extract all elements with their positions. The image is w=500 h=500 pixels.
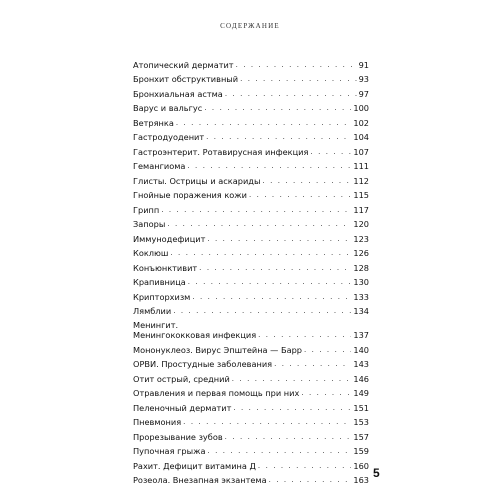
toc-entry[interactable] — [133, 273, 369, 288]
toc-entry-title: Гнойные поражения кожи — [133, 190, 247, 200]
leader-dots — [274, 359, 351, 369]
toc-entry[interactable] — [133, 442, 369, 457]
toc-entry-title: Рахит. Дефицит витамина Д — [133, 460, 256, 471]
toc-entry-title: Бронхит обструктивный — [133, 74, 239, 84]
toc-entry-title: Прорезывание зубов — [133, 431, 223, 442]
toc-entry[interactable] — [133, 84, 369, 99]
toc-entry-title: Менингококковая инфекция — [133, 330, 257, 340]
toc-entry-title: Конъюнктивит — [133, 262, 198, 273]
toc-entry[interactable] — [133, 244, 369, 259]
leader-dots — [188, 277, 352, 287]
toc-entry-title: Розеола. Внезапная экзантема — [133, 475, 267, 485]
leader-dots — [233, 403, 351, 413]
leader-dots — [183, 417, 351, 427]
toc-entry-title: Пупочная грыжа — [133, 446, 206, 456]
leader-dots — [249, 190, 351, 200]
leader-dots — [207, 446, 351, 456]
leader-dots — [225, 89, 357, 99]
toc-entry-page: 146 — [353, 373, 369, 384]
toc-entry-page: 115 — [353, 190, 369, 200]
leader-dots — [206, 132, 351, 142]
toc-entry-page: 111 — [353, 161, 369, 171]
toc-entry-page: 120 — [353, 219, 369, 229]
page-header: СОДЕРЖАНИЕ — [220, 22, 280, 30]
toc-entry-page: 140 — [353, 344, 369, 355]
toc-entry-title: Коклюш — [133, 248, 169, 258]
leader-dots — [176, 118, 351, 128]
table-of-contents — [133, 55, 369, 485]
toc-entry-title: Запоры — [133, 219, 166, 229]
toc-entry-title: Гемангиома — [133, 161, 186, 171]
leader-dots — [301, 388, 351, 398]
toc-entry[interactable] — [133, 258, 369, 273]
page-number: 5 — [373, 466, 380, 480]
leader-dots — [161, 205, 351, 215]
leader-dots — [269, 475, 352, 485]
toc-entry-title: Глисты. Острицы и аскариды — [133, 175, 261, 186]
toc-entry[interactable] — [133, 316, 369, 340]
toc-entry-page: 130 — [353, 277, 369, 287]
toc-entry[interactable] — [133, 456, 369, 471]
toc-entry-page: 91 — [358, 59, 369, 70]
toc-entry[interactable] — [133, 215, 369, 230]
toc-entry-title: Гастроэнтерит. Ротавирусная инфекция — [133, 146, 309, 157]
toc-entry[interactable] — [133, 369, 369, 384]
leader-dots — [262, 176, 351, 186]
toc-entry[interactable] — [133, 99, 369, 114]
leader-dots — [240, 74, 356, 84]
toc-entry-page: 149 — [353, 388, 369, 398]
toc-entry-title: Отравления и первая помощь при них — [133, 388, 300, 398]
leader-dots — [192, 292, 351, 302]
toc-entry-title: Иммунодефицит — [133, 233, 206, 244]
toc-entry[interactable] — [133, 55, 369, 70]
toc-entry-title: Бронхиальная астма — [133, 88, 223, 99]
toc-entry-page: 143 — [353, 359, 369, 369]
leader-dots — [170, 248, 351, 258]
toc-entry[interactable] — [133, 200, 369, 215]
toc-entry-title: Крапивница — [133, 277, 186, 287]
toc-entry[interactable] — [133, 70, 369, 85]
toc-entry-page: 128 — [353, 262, 369, 273]
toc-entry-page: 137 — [353, 330, 369, 340]
toc-entry-title: ОРВИ. Простудные заболевания — [133, 359, 273, 369]
toc-entry[interactable] — [133, 229, 369, 244]
toc-entry-title: Ветрянка — [133, 117, 174, 128]
toc-entry[interactable] — [133, 142, 369, 157]
leader-dots — [225, 432, 352, 442]
toc-entry-title: Грипп — [133, 204, 160, 215]
leader-dots — [204, 103, 351, 113]
toc-entry-page: 160 — [353, 460, 369, 471]
toc-entry-title: Варус и вальгус — [133, 103, 203, 113]
toc-entry-page: 157 — [353, 431, 369, 442]
toc-entry[interactable] — [133, 287, 369, 302]
leader-dots — [167, 219, 351, 229]
toc-entry-title: Гастродуоденит — [133, 132, 205, 142]
toc-entry-page: 151 — [353, 402, 369, 413]
toc-entry-page: 134 — [353, 306, 369, 316]
toc-entry[interactable] — [133, 355, 369, 370]
toc-entry[interactable] — [133, 171, 369, 186]
toc-entry-title: Пеленочный дерматит — [133, 402, 232, 413]
toc-entry-page: 163 — [353, 475, 369, 485]
toc-entry[interactable] — [133, 384, 369, 399]
leader-dots — [207, 234, 351, 244]
toc-entry-title: Крипторхизм — [133, 291, 191, 302]
toc-entry-title: Мононуклеоз. Вирус Эпштейна — Барр — [133, 344, 302, 355]
toc-entry-title: Пневмония — [133, 417, 182, 427]
toc-entry[interactable] — [133, 157, 369, 172]
toc-entry-page: 104 — [353, 132, 369, 142]
toc-entry[interactable] — [133, 113, 369, 128]
toc-entry-title-line1: Менингит. — [133, 320, 179, 330]
leader-dots — [258, 330, 351, 340]
toc-entry[interactable] — [133, 398, 369, 413]
leader-dots — [199, 263, 351, 273]
toc-entry-page: 100 — [353, 103, 369, 113]
toc-entry-page: 153 — [353, 417, 369, 427]
toc-entry-title: Лямблии — [133, 306, 172, 316]
toc-entry-page: 97 — [358, 88, 369, 99]
leader-dots — [236, 60, 357, 70]
leader-dots — [232, 374, 352, 384]
toc-entry-page: 133 — [353, 291, 369, 302]
leader-dots — [310, 147, 351, 157]
toc-entry-page: 112 — [353, 175, 369, 186]
toc-entry-page: 159 — [353, 446, 369, 456]
toc-entry[interactable] — [133, 413, 369, 428]
toc-entry[interactable] — [133, 302, 369, 317]
toc-entry-title: Атопический дерматит — [133, 59, 234, 70]
toc-entry-page: 126 — [353, 248, 369, 258]
toc-entry-page: 117 — [353, 204, 369, 215]
toc-entry[interactable] — [133, 340, 369, 355]
leader-dots — [187, 161, 351, 171]
toc-entry-page: 123 — [353, 233, 369, 244]
leader-dots — [304, 345, 351, 355]
toc-entry-page: 107 — [353, 146, 369, 157]
toc-entry[interactable] — [133, 128, 369, 143]
toc-entry[interactable] — [133, 471, 369, 486]
toc-entry-page: 93 — [358, 74, 369, 84]
leader-dots — [173, 306, 351, 316]
toc-entry[interactable] — [133, 427, 369, 442]
toc-entry[interactable] — [133, 186, 369, 201]
toc-entry-page: 102 — [353, 117, 369, 128]
leader-dots — [258, 461, 351, 471]
toc-entry-title: Отит острый, средний — [133, 373, 230, 384]
